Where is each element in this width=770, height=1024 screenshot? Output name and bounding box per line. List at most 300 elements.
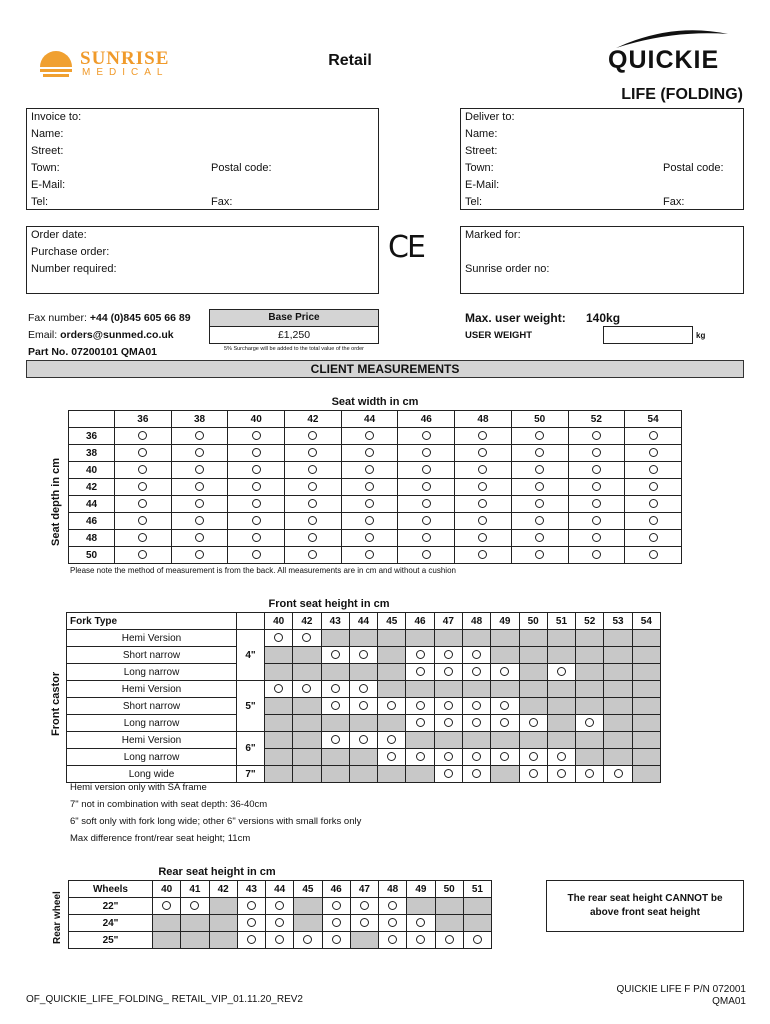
option-circle-icon[interactable] <box>388 901 397 910</box>
option-circle-icon[interactable] <box>195 533 204 542</box>
seat-option-cell[interactable] <box>568 428 625 445</box>
option-circle-icon[interactable] <box>422 499 431 508</box>
option-circle-icon[interactable] <box>360 901 369 910</box>
option-circle-icon[interactable] <box>195 516 204 525</box>
rear-option-cell[interactable] <box>294 932 322 949</box>
option-circle-icon[interactable] <box>332 901 341 910</box>
front-option-cell[interactable] <box>462 664 490 681</box>
number-required-field[interactable]: Number required: <box>31 263 117 275</box>
option-circle-icon[interactable] <box>416 667 425 676</box>
seat-option-cell[interactable] <box>285 496 342 513</box>
seat-option-cell[interactable] <box>285 428 342 445</box>
option-circle-icon[interactable] <box>252 533 261 542</box>
seat-option-cell[interactable] <box>228 445 285 462</box>
seat-option-cell[interactable] <box>171 513 228 530</box>
option-circle-icon[interactable] <box>138 516 147 525</box>
front-option-cell[interactable] <box>519 715 547 732</box>
seat-option-cell[interactable] <box>341 462 398 479</box>
option-circle-icon[interactable] <box>302 633 311 642</box>
option-circle-icon[interactable] <box>478 465 487 474</box>
option-circle-icon[interactable] <box>500 667 509 676</box>
seat-option-cell[interactable] <box>455 479 512 496</box>
seat-option-cell[interactable] <box>228 530 285 547</box>
option-circle-icon[interactable] <box>535 499 544 508</box>
seat-option-cell[interactable] <box>341 496 398 513</box>
option-circle-icon[interactable] <box>444 701 453 710</box>
option-circle-icon[interactable] <box>529 718 538 727</box>
seat-option-cell[interactable] <box>625 513 682 530</box>
option-circle-icon[interactable] <box>308 550 317 559</box>
front-option-cell[interactable] <box>462 647 490 664</box>
option-circle-icon[interactable] <box>308 499 317 508</box>
option-circle-icon[interactable] <box>365 465 374 474</box>
option-circle-icon[interactable] <box>472 718 481 727</box>
seat-option-cell[interactable] <box>171 496 228 513</box>
rear-option-cell[interactable] <box>181 898 209 915</box>
rear-option-cell[interactable] <box>435 932 463 949</box>
front-option-cell[interactable] <box>491 698 519 715</box>
option-circle-icon[interactable] <box>331 684 340 693</box>
rear-option-cell[interactable] <box>463 932 491 949</box>
option-circle-icon[interactable] <box>359 735 368 744</box>
seat-option-cell[interactable] <box>455 445 512 462</box>
seat-option-cell[interactable] <box>341 479 398 496</box>
option-circle-icon[interactable] <box>275 918 284 927</box>
option-circle-icon[interactable] <box>359 701 368 710</box>
rear-option-cell[interactable] <box>379 932 407 949</box>
option-circle-icon[interactable] <box>195 550 204 559</box>
front-option-cell[interactable] <box>547 749 575 766</box>
option-circle-icon[interactable] <box>478 499 487 508</box>
option-circle-icon[interactable] <box>365 482 374 491</box>
front-option-cell[interactable] <box>462 698 490 715</box>
front-option-cell[interactable] <box>378 698 406 715</box>
seat-option-cell[interactable] <box>285 513 342 530</box>
option-circle-icon[interactable] <box>649 482 658 491</box>
seat-option-cell[interactable] <box>511 428 568 445</box>
front-option-cell[interactable] <box>293 630 321 647</box>
option-circle-icon[interactable] <box>195 431 204 440</box>
option-circle-icon[interactable] <box>359 684 368 693</box>
seat-option-cell[interactable] <box>341 530 398 547</box>
option-circle-icon[interactable] <box>275 935 284 944</box>
option-circle-icon[interactable] <box>478 431 487 440</box>
option-circle-icon[interactable] <box>422 516 431 525</box>
seat-option-cell[interactable] <box>398 479 455 496</box>
option-circle-icon[interactable] <box>416 701 425 710</box>
seat-option-cell[interactable] <box>568 479 625 496</box>
option-circle-icon[interactable] <box>592 550 601 559</box>
seat-option-cell[interactable] <box>625 428 682 445</box>
option-circle-icon[interactable] <box>444 650 453 659</box>
seat-option-cell[interactable] <box>568 530 625 547</box>
seat-option-cell[interactable] <box>341 547 398 564</box>
option-circle-icon[interactable] <box>529 769 538 778</box>
option-circle-icon[interactable] <box>365 448 374 457</box>
option-circle-icon[interactable] <box>360 918 369 927</box>
option-circle-icon[interactable] <box>275 901 284 910</box>
seat-option-cell[interactable] <box>228 513 285 530</box>
front-option-cell[interactable] <box>321 698 349 715</box>
option-circle-icon[interactable] <box>422 431 431 440</box>
option-circle-icon[interactable] <box>331 701 340 710</box>
option-circle-icon[interactable] <box>649 550 658 559</box>
seat-option-cell[interactable] <box>115 513 172 530</box>
seat-option-cell[interactable] <box>171 445 228 462</box>
seat-option-cell[interactable] <box>115 547 172 564</box>
seat-option-cell[interactable] <box>228 479 285 496</box>
option-circle-icon[interactable] <box>416 650 425 659</box>
option-circle-icon[interactable] <box>585 718 594 727</box>
option-circle-icon[interactable] <box>592 482 601 491</box>
option-circle-icon[interactable] <box>592 499 601 508</box>
seat-option-cell[interactable] <box>455 428 512 445</box>
rear-option-cell[interactable] <box>350 915 378 932</box>
seat-option-cell[interactable] <box>625 462 682 479</box>
seat-option-cell[interactable] <box>115 428 172 445</box>
front-option-cell[interactable] <box>462 715 490 732</box>
seat-option-cell[interactable] <box>398 445 455 462</box>
front-option-cell[interactable] <box>406 664 434 681</box>
option-circle-icon[interactable] <box>416 935 425 944</box>
option-circle-icon[interactable] <box>444 769 453 778</box>
option-circle-icon[interactable] <box>332 935 341 944</box>
option-circle-icon[interactable] <box>416 918 425 927</box>
option-circle-icon[interactable] <box>195 465 204 474</box>
seat-option-cell[interactable] <box>115 445 172 462</box>
invoice-email-field[interactable]: E-Mail: <box>31 179 66 191</box>
front-option-cell[interactable] <box>321 681 349 698</box>
rear-option-cell[interactable] <box>407 915 435 932</box>
front-option-cell[interactable] <box>491 749 519 766</box>
option-circle-icon[interactable] <box>535 516 544 525</box>
option-circle-icon[interactable] <box>308 516 317 525</box>
seat-option-cell[interactable] <box>115 462 172 479</box>
invoice-postal-field[interactable]: Postal code: <box>211 162 272 174</box>
front-option-cell[interactable] <box>265 681 293 698</box>
option-circle-icon[interactable] <box>365 550 374 559</box>
seat-option-cell[interactable] <box>285 530 342 547</box>
front-option-cell[interactable] <box>321 647 349 664</box>
seat-option-cell[interactable] <box>455 496 512 513</box>
option-circle-icon[interactable] <box>557 752 566 761</box>
rear-option-cell[interactable] <box>322 932 350 949</box>
seat-option-cell[interactable] <box>568 513 625 530</box>
front-option-cell[interactable] <box>349 681 377 698</box>
rear-option-cell[interactable] <box>322 898 350 915</box>
seat-option-cell[interactable] <box>455 530 512 547</box>
rear-option-cell[interactable] <box>266 898 294 915</box>
option-circle-icon[interactable] <box>308 431 317 440</box>
seat-option-cell[interactable] <box>171 428 228 445</box>
option-circle-icon[interactable] <box>557 769 566 778</box>
seat-option-cell[interactable] <box>398 530 455 547</box>
seat-option-cell[interactable] <box>285 445 342 462</box>
option-circle-icon[interactable] <box>252 516 261 525</box>
seat-option-cell[interactable] <box>228 547 285 564</box>
front-option-cell[interactable] <box>349 647 377 664</box>
option-circle-icon[interactable] <box>535 465 544 474</box>
option-circle-icon[interactable] <box>557 667 566 676</box>
option-circle-icon[interactable] <box>472 701 481 710</box>
option-circle-icon[interactable] <box>195 448 204 457</box>
option-circle-icon[interactable] <box>444 752 453 761</box>
option-circle-icon[interactable] <box>252 448 261 457</box>
deliver-postal-field[interactable]: Postal code: <box>663 162 724 174</box>
option-circle-icon[interactable] <box>252 465 261 474</box>
seat-option-cell[interactable] <box>228 496 285 513</box>
seat-option-cell[interactable] <box>341 428 398 445</box>
option-circle-icon[interactable] <box>138 533 147 542</box>
seat-option-cell[interactable] <box>511 462 568 479</box>
seat-option-cell[interactable] <box>511 530 568 547</box>
seat-option-cell[interactable] <box>568 496 625 513</box>
deliver-street-field[interactable]: Street: <box>465 145 498 157</box>
marked-for-field[interactable]: Marked for: <box>465 229 521 241</box>
option-circle-icon[interactable] <box>535 431 544 440</box>
front-option-cell[interactable] <box>349 698 377 715</box>
seat-option-cell[interactable] <box>568 445 625 462</box>
option-circle-icon[interactable] <box>535 533 544 542</box>
option-circle-icon[interactable] <box>649 533 658 542</box>
option-circle-icon[interactable] <box>472 667 481 676</box>
rear-option-cell[interactable] <box>237 898 265 915</box>
front-option-cell[interactable] <box>321 732 349 749</box>
option-circle-icon[interactable] <box>247 901 256 910</box>
seat-option-cell[interactable] <box>625 479 682 496</box>
rear-option-cell[interactable] <box>266 932 294 949</box>
option-circle-icon[interactable] <box>365 431 374 440</box>
option-circle-icon[interactable] <box>478 516 487 525</box>
seat-option-cell[interactable] <box>511 496 568 513</box>
seat-option-cell[interactable] <box>341 513 398 530</box>
option-circle-icon[interactable] <box>138 448 147 457</box>
deliver-tel-field[interactable]: Tel: <box>465 196 483 208</box>
front-option-cell[interactable] <box>462 766 490 783</box>
seat-option-cell[interactable] <box>341 445 398 462</box>
option-circle-icon[interactable] <box>252 482 261 491</box>
option-circle-icon[interactable] <box>592 516 601 525</box>
invoice-fax-field[interactable]: Fax: <box>211 196 233 208</box>
front-option-cell[interactable] <box>491 715 519 732</box>
option-circle-icon[interactable] <box>478 482 487 491</box>
seat-option-cell[interactable] <box>625 530 682 547</box>
seat-option-cell[interactable] <box>398 462 455 479</box>
option-circle-icon[interactable] <box>422 465 431 474</box>
option-circle-icon[interactable] <box>444 718 453 727</box>
option-circle-icon[interactable] <box>247 935 256 944</box>
seat-option-cell[interactable] <box>511 479 568 496</box>
seat-option-cell[interactable] <box>171 479 228 496</box>
option-circle-icon[interactable] <box>422 533 431 542</box>
option-circle-icon[interactable] <box>247 918 256 927</box>
seat-option-cell[interactable] <box>398 428 455 445</box>
invoice-tel-field[interactable]: Tel: <box>31 196 49 208</box>
option-circle-icon[interactable] <box>138 499 147 508</box>
option-circle-icon[interactable] <box>388 935 397 944</box>
option-circle-icon[interactable] <box>195 482 204 491</box>
option-circle-icon[interactable] <box>365 533 374 542</box>
front-option-cell[interactable] <box>406 715 434 732</box>
front-option-cell[interactable] <box>349 732 377 749</box>
seat-option-cell[interactable] <box>398 496 455 513</box>
seat-option-cell[interactable] <box>625 496 682 513</box>
option-circle-icon[interactable] <box>478 550 487 559</box>
front-option-cell[interactable] <box>519 749 547 766</box>
option-circle-icon[interactable] <box>473 935 482 944</box>
option-circle-icon[interactable] <box>331 735 340 744</box>
seat-option-cell[interactable] <box>625 547 682 564</box>
seat-option-cell[interactable] <box>171 530 228 547</box>
purchase-order-field[interactable]: Purchase order: <box>31 246 110 258</box>
option-circle-icon[interactable] <box>359 650 368 659</box>
invoice-name-field[interactable]: Name: <box>31 128 64 140</box>
seat-option-cell[interactable] <box>455 462 512 479</box>
front-option-cell[interactable] <box>406 698 434 715</box>
front-option-cell[interactable] <box>491 664 519 681</box>
option-circle-icon[interactable] <box>308 465 317 474</box>
option-circle-icon[interactable] <box>445 935 454 944</box>
option-circle-icon[interactable] <box>331 650 340 659</box>
option-circle-icon[interactable] <box>252 431 261 440</box>
option-circle-icon[interactable] <box>138 482 147 491</box>
option-circle-icon[interactable] <box>614 769 623 778</box>
option-circle-icon[interactable] <box>535 482 544 491</box>
invoice-street-field[interactable]: Street: <box>31 145 64 157</box>
seat-option-cell[interactable] <box>228 462 285 479</box>
option-circle-icon[interactable] <box>649 516 658 525</box>
option-circle-icon[interactable] <box>472 650 481 659</box>
option-circle-icon[interactable] <box>649 465 658 474</box>
option-circle-icon[interactable] <box>274 684 283 693</box>
front-option-cell[interactable] <box>434 715 462 732</box>
seat-option-cell[interactable] <box>171 462 228 479</box>
seat-option-cell[interactable] <box>285 547 342 564</box>
option-circle-icon[interactable] <box>303 935 312 944</box>
option-circle-icon[interactable] <box>592 465 601 474</box>
option-circle-icon[interactable] <box>302 684 311 693</box>
option-circle-icon[interactable] <box>592 431 601 440</box>
option-circle-icon[interactable] <box>585 769 594 778</box>
option-circle-icon[interactable] <box>529 752 538 761</box>
invoice-town-field[interactable]: Town: <box>31 162 60 174</box>
front-option-cell[interactable] <box>265 630 293 647</box>
front-option-cell[interactable] <box>519 766 547 783</box>
seat-option-cell[interactable] <box>285 479 342 496</box>
seat-option-cell[interactable] <box>511 513 568 530</box>
front-option-cell[interactable] <box>434 698 462 715</box>
front-option-cell[interactable] <box>576 715 604 732</box>
option-circle-icon[interactable] <box>500 718 509 727</box>
option-circle-icon[interactable] <box>387 701 396 710</box>
option-circle-icon[interactable] <box>274 633 283 642</box>
seat-option-cell[interactable] <box>568 547 625 564</box>
seat-option-cell[interactable] <box>455 547 512 564</box>
seat-option-cell[interactable] <box>115 530 172 547</box>
rear-option-cell[interactable] <box>237 932 265 949</box>
option-circle-icon[interactable] <box>138 431 147 440</box>
front-option-cell[interactable] <box>604 766 632 783</box>
option-circle-icon[interactable] <box>252 499 261 508</box>
option-circle-icon[interactable] <box>308 533 317 542</box>
option-circle-icon[interactable] <box>365 499 374 508</box>
option-circle-icon[interactable] <box>592 533 601 542</box>
seat-option-cell[interactable] <box>511 547 568 564</box>
rear-option-cell[interactable] <box>266 915 294 932</box>
option-circle-icon[interactable] <box>649 448 658 457</box>
option-circle-icon[interactable] <box>195 499 204 508</box>
option-circle-icon[interactable] <box>472 752 481 761</box>
front-option-cell[interactable] <box>576 766 604 783</box>
option-circle-icon[interactable] <box>387 735 396 744</box>
option-circle-icon[interactable] <box>365 516 374 525</box>
front-option-cell[interactable] <box>434 766 462 783</box>
option-circle-icon[interactable] <box>422 448 431 457</box>
option-circle-icon[interactable] <box>162 901 171 910</box>
option-circle-icon[interactable] <box>387 752 396 761</box>
sunrise-order-field[interactable]: Sunrise order no: <box>465 263 550 275</box>
rear-option-cell[interactable] <box>407 932 435 949</box>
option-circle-icon[interactable] <box>422 482 431 491</box>
front-option-cell[interactable] <box>547 766 575 783</box>
option-circle-icon[interactable] <box>472 769 481 778</box>
order-date-field[interactable]: Order date: <box>31 229 87 241</box>
option-circle-icon[interactable] <box>308 482 317 491</box>
seat-option-cell[interactable] <box>115 479 172 496</box>
option-circle-icon[interactable] <box>444 667 453 676</box>
front-option-cell[interactable] <box>406 647 434 664</box>
option-circle-icon[interactable] <box>649 499 658 508</box>
option-circle-icon[interactable] <box>535 448 544 457</box>
option-circle-icon[interactable] <box>422 550 431 559</box>
user-weight-input[interactable] <box>603 326 693 344</box>
front-option-cell[interactable] <box>406 749 434 766</box>
option-circle-icon[interactable] <box>478 533 487 542</box>
front-option-cell[interactable] <box>434 749 462 766</box>
front-option-cell[interactable] <box>547 664 575 681</box>
front-option-cell[interactable] <box>378 749 406 766</box>
seat-option-cell[interactable] <box>568 462 625 479</box>
rear-option-cell[interactable] <box>322 915 350 932</box>
deliver-email-field[interactable]: E-Mail: <box>465 179 500 191</box>
front-option-cell[interactable] <box>434 647 462 664</box>
option-circle-icon[interactable] <box>190 901 199 910</box>
option-circle-icon[interactable] <box>252 550 261 559</box>
seat-option-cell[interactable] <box>115 496 172 513</box>
rear-option-cell[interactable] <box>350 898 378 915</box>
front-option-cell[interactable] <box>378 732 406 749</box>
seat-option-cell[interactable] <box>511 445 568 462</box>
option-circle-icon[interactable] <box>138 465 147 474</box>
seat-option-cell[interactable] <box>228 428 285 445</box>
option-circle-icon[interactable] <box>500 752 509 761</box>
deliver-fax-field[interactable]: Fax: <box>663 196 685 208</box>
option-circle-icon[interactable] <box>138 550 147 559</box>
rear-option-cell[interactable] <box>379 898 407 915</box>
option-circle-icon[interactable] <box>332 918 341 927</box>
seat-option-cell[interactable] <box>285 462 342 479</box>
seat-option-cell[interactable] <box>398 513 455 530</box>
seat-option-cell[interactable] <box>455 513 512 530</box>
option-circle-icon[interactable] <box>500 701 509 710</box>
option-circle-icon[interactable] <box>416 752 425 761</box>
option-circle-icon[interactable] <box>478 448 487 457</box>
front-option-cell[interactable] <box>293 681 321 698</box>
seat-option-cell[interactable] <box>625 445 682 462</box>
deliver-name-field[interactable]: Name: <box>465 128 498 140</box>
option-circle-icon[interactable] <box>416 718 425 727</box>
option-circle-icon[interactable] <box>649 431 658 440</box>
